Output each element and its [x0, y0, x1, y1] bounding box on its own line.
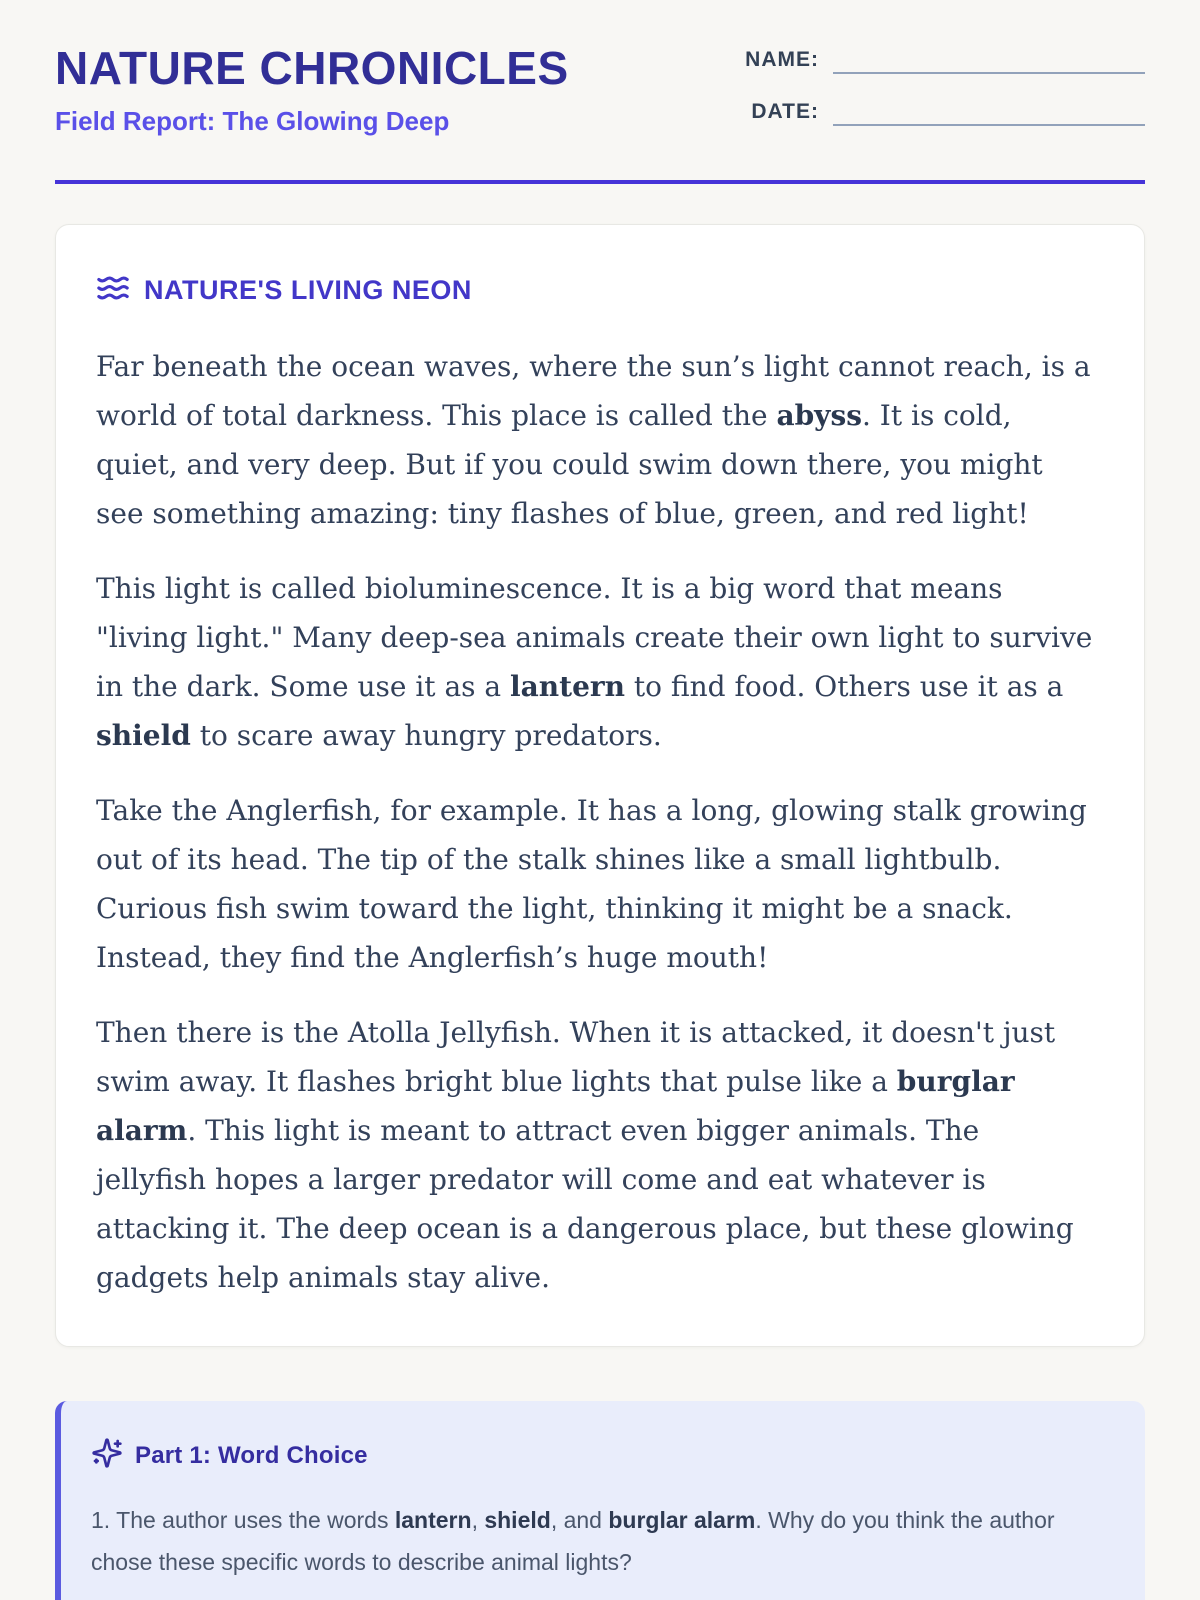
passage-card [55, 224, 1145, 1347]
part1-title-row [91, 1437, 1115, 1474]
passage-paragraph-3: Take the Anglerfish, for example. It has a long, glowing stalk growing out of its head. The tip of the stalk shines like a small lightbulb. Curious fish swim toward the light, thinking it might be a snack. Instead, they find the Anglerfish’s huge mouth! [96, 794, 1087, 974]
name-field-row [745, 48, 1145, 74]
passage-paragraph-4: Then there is the Atolla Jellyfish. When it is attacked, it doesn't just swim away. It flashes bright blue lights that pulse like a burglar alarm. This light is meant to attract even bigger animals. The jellyfish hopes a larger predator will come and eat whatever is attacking it. The deep ocean is a dangerous place, but these glowing gadgets help animals stay alive. [96, 1016, 1074, 1294]
header [55, 44, 1145, 152]
page-subtitle: Field Report: The Glowing Deep [55, 106, 450, 137]
header-titles [55, 44, 569, 137]
passage-title-row [96, 271, 1094, 310]
part1-panel [55, 1401, 1145, 1600]
passage-paragraph-1: Far beneath the ocean waves, where the sun’s light cannot reach, is a world of total darkness. This place is called the abyss. It is cold, quiet, and very deep. But if you could swim down there, you might see something amazing: tiny flashes of blue, green, and red light! [96, 350, 1091, 530]
passage-paragraph-2: This light is called bioluminescence. It is a big word that means "living light." Many deep-sea animals create their own light to survive in the dark. Some use it as a lantern to find food. Others use it as a shield to scare away hungry predators. [96, 572, 1093, 752]
date-input-line[interactable] [833, 100, 1145, 126]
name-input-line[interactable] [833, 48, 1145, 74]
header-divider [55, 180, 1145, 184]
waves-icon [96, 271, 130, 310]
part1-title: Part 1: Word Choice [135, 1441, 368, 1469]
page-title: NATURE CHRONICLES [55, 42, 569, 94]
question-1-text: 1. The author uses the words lantern, shield, and burglar alarm. Why do you think the author chose these specific words to describe animal lights? [91, 1507, 1055, 1575]
date-field-row [745, 100, 1145, 126]
name-date-block [745, 44, 1145, 152]
sparkles-icon [91, 1437, 123, 1474]
date-label: DATE: [751, 100, 819, 123]
passage-body [96, 342, 1094, 1302]
name-label: NAME: [745, 48, 819, 71]
passage-title: NATURE'S LIVING NEON [144, 275, 472, 305]
